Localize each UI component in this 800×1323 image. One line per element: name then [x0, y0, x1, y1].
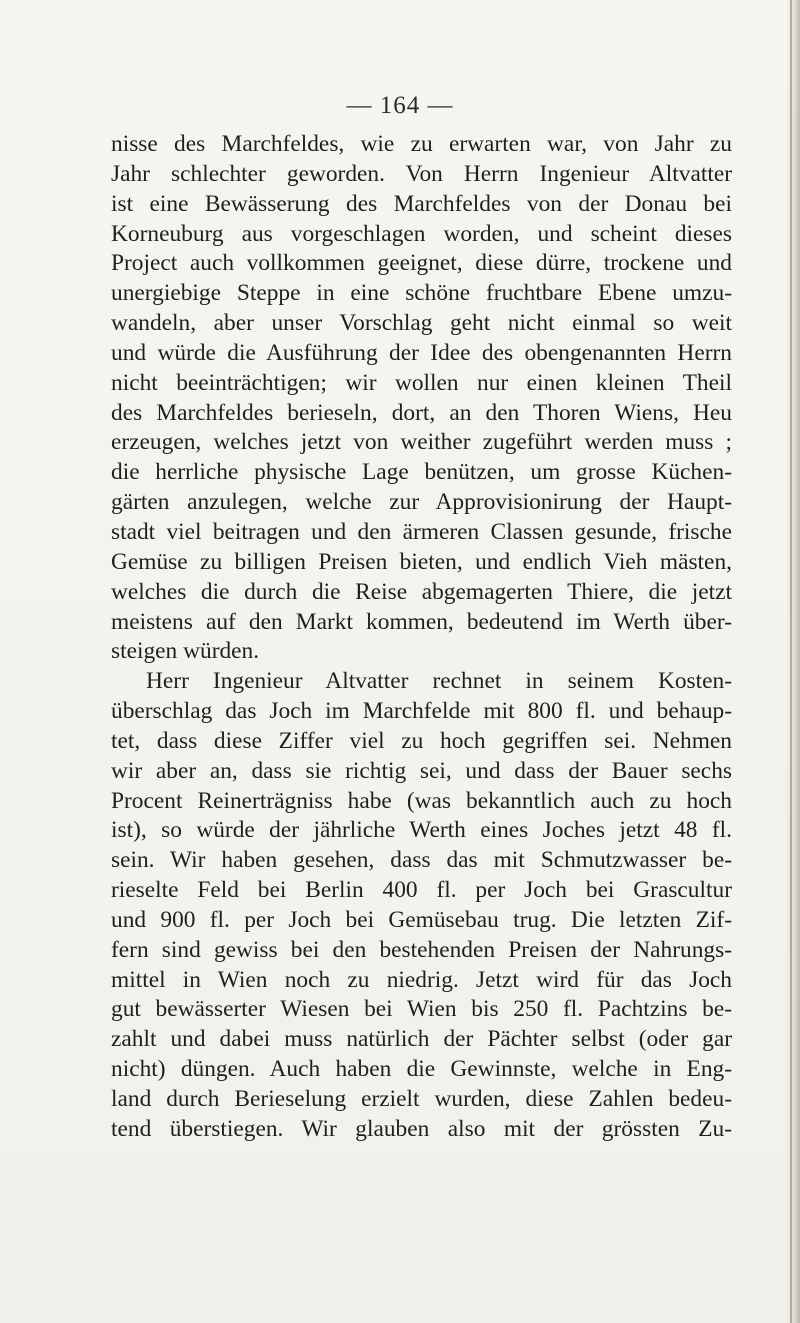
text-line: Herr Ingenieur Altvatter rechnet in seinem Kosten-: [146, 668, 732, 695]
text-line: wandeln, aber unser Vorschlag geht nicht einmal so weit: [111, 310, 732, 337]
page-edge-shadow: [786, 0, 800, 1323]
text-line: Project auch vollkommen geeignet, diese dürre, trockene und: [111, 250, 732, 277]
body-text: [111, 130, 732, 1145]
text-line: gärten anzulegen, welche zur Approvisionirung der Haupt-: [111, 489, 732, 516]
page-number-header: — 164 —: [346, 92, 454, 119]
text-line: Korneuburg aus vorgeschlagen worden, und scheint dieses: [111, 220, 732, 247]
text-line: rieselte Feld bei Berlin 400 fl. per Joch bei Grascultur: [111, 877, 732, 904]
text-line: sein. Wir haben gesehen, dass das mit Schmutzwasser be-: [111, 847, 732, 874]
text-line: fern sind gewiss bei den bestehenden Preisen der Nahrungs-: [111, 936, 732, 963]
page-edge-line: [790, 0, 792, 1323]
text-line: wir aber an, dass sie richtig sei, und dass der Bauer sechs: [111, 757, 732, 784]
text-line: steigen würden.: [111, 638, 260, 665]
text-line: nicht beeinträchtigen; wir wollen nur einen kleinen Theil: [111, 369, 732, 396]
text-line: unergiebige Steppe in eine schöne fruchtbare Ebene umzu-: [111, 280, 732, 307]
text-line: gut bewässerter Wiesen bei Wien bis 250 fl. Pachtzins be-: [111, 996, 732, 1023]
text-line: ist), so würde der jährliche Werth eines Joches jetzt 48 fl.: [111, 817, 732, 844]
text-line: Gemüse zu billigen Preisen bieten, und endlich Vieh mästen,: [111, 548, 732, 575]
text-line: erzeugen, welches jetzt von weither zugeführt werden muss ;: [111, 429, 732, 456]
text-line: welches die durch die Reise abgemagerten Thiere, die jetzt: [111, 578, 732, 605]
text-line: stadt viel beitragen und den ärmeren Classen gesunde, frische: [111, 518, 732, 545]
text-line: überschlag das Joch im Marchfelde mit 800 fl. und behaup-: [111, 698, 732, 725]
text-line: tend überstiegen. Wir glauben also mit der grössten Zu-: [111, 1115, 732, 1142]
text-line: nisse des Marchfeldes, wie zu erwarten war, von Jahr zu: [111, 131, 732, 157]
text-line: mittel in Wien noch zu niedrig. Jetzt wird für das Joch: [111, 966, 732, 993]
text-line: land durch Berieselung erzielt wurden, diese Zahlen bedeu-: [111, 1086, 732, 1112]
text-line: und 900 fl. per Joch bei Gemüsebau trug. Die letzten Zif-: [111, 906, 732, 933]
text-line: tet, dass diese Ziffer viel zu hoch gegriffen sei. Nehmen: [111, 727, 732, 754]
text-line: und würde die Ausführung der Idee des obengenannten Herrn: [111, 339, 732, 366]
text-line: Procent Reinerträgniss habe (was bekanntlich auch zu hoch: [111, 787, 732, 814]
text-line: ist eine Bewässerung des Marchfeldes von der Donau bei: [111, 190, 732, 217]
text-line: Jahr schlechter geworden. Von Herrn Ingenieur Altvatter: [111, 160, 732, 187]
text-line: des Marchfeldes berieseln, dort, an den Thoren Wiens, Heu: [111, 399, 732, 426]
text-line: nicht) düngen. Auch haben die Gewinnste, welche in Eng-: [111, 1056, 732, 1083]
text-line: meistens auf den Markt kommen, bedeutend im Werth über-: [111, 608, 732, 635]
text-line: die herrliche physische Lage benützen, um grosse Küchen-: [111, 459, 732, 486]
text-line: zahlt und dabei muss natürlich der Pächter selbst (oder gar: [111, 1026, 732, 1053]
